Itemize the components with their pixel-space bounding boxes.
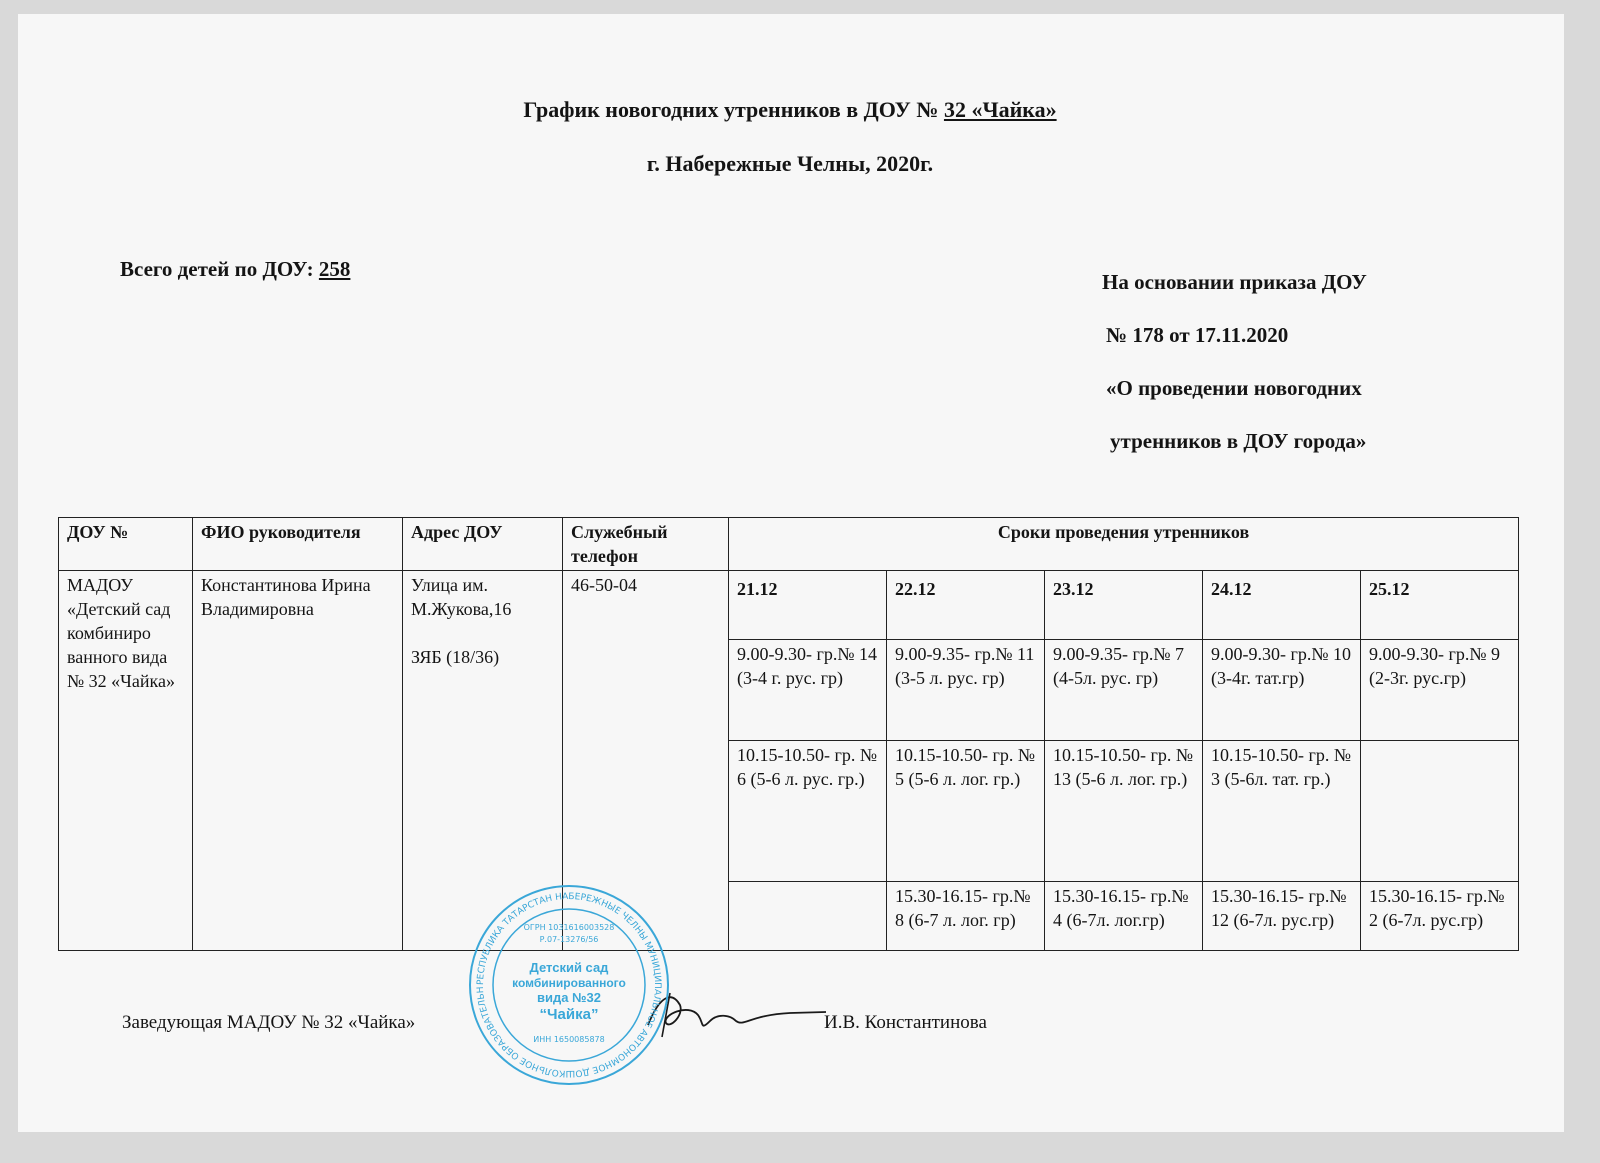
footer-signer-name: И.В. Константинова	[824, 1012, 987, 1033]
address-street: Улица им. М.Жукова,16	[411, 575, 512, 619]
stamp-inn: ИНН 1650085878	[533, 1035, 605, 1044]
cell-dou-name: МАДОУ «Детский сад комбиниро ванного вида № 32 «Чайка»	[59, 571, 193, 951]
stamp-center-line: комбинированного	[512, 976, 626, 990]
slot-cell: 9.00-9.30- гр.№ 9 (2-3г. рус.гр)	[1361, 640, 1519, 741]
order-basis-line: № 178 от 17.11.2020	[1106, 323, 1289, 347]
header-dou: ДОУ №	[59, 518, 193, 571]
document-title: График новогодних утренников в ДОУ № 32 «Чайка»	[523, 97, 1057, 122]
order-basis	[1102, 256, 1522, 468]
header-fio: ФИО руководителя	[193, 518, 403, 571]
children-total	[120, 257, 385, 282]
order-basis-line: На основании приказа ДОУ	[1102, 270, 1367, 294]
date-cell: 23.12	[1045, 571, 1203, 640]
stamp-code: Р.07-13276/56	[539, 935, 599, 944]
footer-position: Заведующая МАДОУ № 32 «Чайка»	[122, 1012, 416, 1033]
table-header-row	[59, 518, 1519, 571]
table-row	[59, 571, 1519, 640]
slot-cell: 9.00-9.35- гр.№ 11 (3-5 л. рус. гр)	[887, 640, 1045, 741]
slot-cell: 10.15-10.50- гр. № 3 (5-6л. тат. гр.)	[1203, 741, 1361, 882]
children-total-label: Всего детей по ДОУ:	[120, 257, 319, 281]
slot-cell: 9.00-9.30- гр.№ 14 (3-4 г. рус. гр)	[729, 640, 887, 741]
order-basis-line: утренников в ДОУ города»	[1110, 429, 1367, 453]
slot-cell: 15.30-16.15- гр.№ 12 (6-7л. рус.гр)	[1203, 882, 1361, 951]
stamp-center-line: Детский сад	[529, 960, 609, 975]
header-address: Адрес ДОУ	[403, 518, 563, 571]
document-subtitle: г. Набережные Челны, 2020г.	[646, 151, 934, 176]
stamp-center-line: вида №32	[536, 990, 602, 1005]
slot-cell: 9.00-9.35- гр.№ 7 (4-5л. рус. гр)	[1045, 640, 1203, 741]
cell-director: Константинова Ирина Владимировна	[193, 571, 403, 951]
stamp-ogrn: ОГРН 1031616003528	[523, 923, 615, 932]
order-basis-line: «О проведении новогодних	[1106, 376, 1362, 400]
slot-cell: 10.15-10.50- гр. № 5 (5-6 л. лог. гр.)	[887, 741, 1045, 882]
date-cell: 22.12	[887, 571, 1045, 640]
slot-cell: 10.15-10.50- гр. № 13 (5-6 л. лог. гр.)	[1045, 741, 1203, 882]
stamp-center-line: “Чайка”	[539, 1006, 599, 1023]
slot-cell: 15.30-16.15- гр.№ 4 (6-7л. лог.гр)	[1045, 882, 1203, 951]
slot-cell: 15.30-16.15- гр.№ 8 (6-7 л. лог. гр)	[887, 882, 1045, 951]
header-dates: Сроки проведения утренников	[729, 518, 1519, 571]
slot-cell	[729, 882, 887, 951]
slot-cell: 9.00-9.30- гр.№ 10 (3-4г. тат.гр)	[1203, 640, 1361, 741]
schedule-table	[58, 517, 1519, 951]
cell-phone: 46-50-04	[563, 571, 729, 951]
date-cell: 21.12	[729, 571, 887, 640]
slot-cell: 15.30-16.15- гр.№ 2 (6-7л. рус.гр)	[1361, 882, 1519, 951]
date-cell: 24.12	[1203, 571, 1361, 640]
date-cell: 25.12	[1361, 571, 1519, 640]
official-stamp	[468, 884, 670, 1086]
children-total-value: 258	[318, 257, 351, 281]
address-note: ЗЯБ (18/36)	[411, 647, 500, 667]
slot-cell	[1361, 741, 1519, 882]
slot-cell: 10.15-10.50- гр. № 6 (5-6 л. рус. гр.)	[729, 741, 887, 882]
header-phone: Служебный телефон	[563, 518, 729, 571]
stamp-ring-text: РЕСПУБЛИКА ТАТАРСТАН НАБЕРЕЖНЫЕ ЧЕЛНЫ МУНИЦИПАЛЬНОЕ АВТОНОМНОЕ ДОШКОЛЬНОЕ ОБРАЗОВАТЕЛЬН	[475, 891, 663, 1079]
